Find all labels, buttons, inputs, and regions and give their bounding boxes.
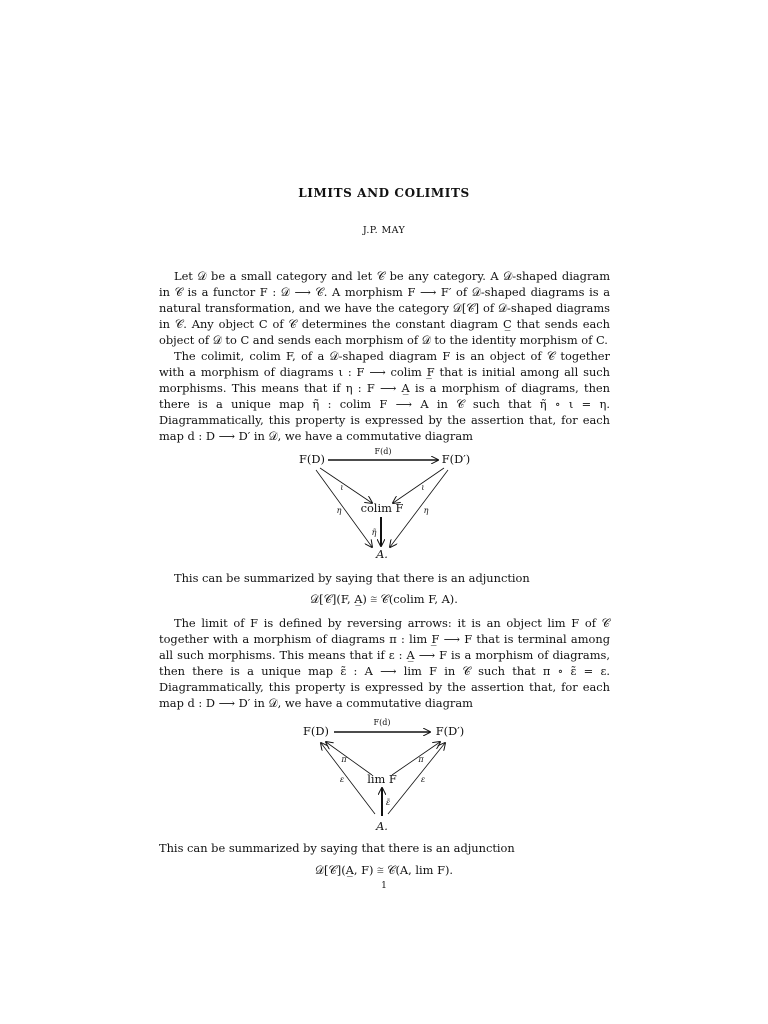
diagram2-eps-left-label: ε bbox=[339, 775, 345, 784]
diagram2-left-node: F(D) bbox=[303, 724, 329, 738]
diagram1-iota-right-label: ι bbox=[421, 483, 425, 492]
formula-limit-adjunction: 𝒟[𝒞](A̲, F) ≅ 𝒞(A, lim F). bbox=[314, 863, 454, 877]
diagram2-pi-right-label: π bbox=[418, 755, 424, 764]
diagram1-left-node: F(D) bbox=[299, 452, 325, 466]
paper-title: LIMITS AND COLIMITS bbox=[298, 186, 470, 200]
diagram2-top-arrow-label: F(d) bbox=[373, 718, 391, 727]
diagram1-vertical-label: η̃ bbox=[371, 528, 377, 537]
diagram2-bottom-node: A. bbox=[376, 819, 388, 833]
diagram1-bottom-node: A. bbox=[376, 547, 388, 561]
diagram2-vertical-label: ε̃ bbox=[385, 798, 391, 807]
formula-colimit-adjunction: 𝒟[𝒞](F, A̲) ≅ 𝒞(colim F, A). bbox=[310, 592, 458, 606]
diagram1-eta-left-label: η bbox=[336, 506, 342, 515]
diagram2-center-node: lim F bbox=[367, 772, 397, 786]
diagram1-top-arrow-label: F(d) bbox=[374, 447, 392, 456]
author-name: J.P. MAY bbox=[362, 225, 406, 236]
page-number: 1 bbox=[381, 881, 387, 891]
diagram1-iota-left-arrow bbox=[320, 468, 372, 503]
diagram1-eta-right-label: η bbox=[423, 506, 429, 515]
diagram1-iota-left-label: ι bbox=[340, 483, 344, 492]
diagram2-pi-left-label: π bbox=[341, 755, 347, 764]
colimit-diagram bbox=[280, 440, 500, 565]
paragraph-adjunction-1: This can be summarized by saying that there is an adjunction bbox=[174, 571, 530, 585]
paragraph-definitions: Let 𝒟 be a small category and let 𝒞 be any category. A 𝒟-shaped diagram in 𝒞 is a functor F : 𝒟 ⟶ 𝒞. A morphism F ⟶ F′ of 𝒟-shaped diagrams is a natural transformation, and we have the category 𝒟[𝒞] of 𝒟-shaped diagrams in 𝒞. Any object C of 𝒞 determines the constant diagram C̲ that sends each object of 𝒟 to C and sends each morphism of 𝒟 to the identity morphism of C. bbox=[159, 269, 610, 348]
diagram1-right-node: F(D′) bbox=[441, 452, 471, 466]
diagram2-eps-right-label: ε bbox=[420, 775, 426, 784]
diagram2-right-node: F(D′) bbox=[435, 724, 465, 738]
diagram1-center-node: colim F bbox=[360, 501, 404, 515]
limit-diagram bbox=[280, 712, 500, 837]
paragraph-adjunction-2: This can be summarized by saying that there is an adjunction bbox=[159, 841, 515, 855]
paragraph-limit: The limit of F is defined by reversing arrows: it is an object lim F of 𝒞 together with a morphism of diagrams π : lim F̲ ⟶ F that is terminal among all such morphisms. This means that if ε : A̲ ⟶ F is a morphism of diagrams, then there is a unique map ε̃ : A ⟶ lim F in 𝒞 such that π ∘ ε̃ = ε. Diagrammatically, this property is expressed by the assertion that, for each map d : D ⟶ D′ in 𝒟, we have a commutative diagram bbox=[159, 616, 610, 711]
paragraph-colimit: The colimit, colim F, of a 𝒟-shaped diagram F is an object of 𝒞 together with a morphism of diagrams ι : F ⟶ colim F̲ that is initial among all such morphisms. This means that if η : F ⟶ A̲ is a morphism of diagrams, then there is a unique map η̃ : colim F ⟶ A in 𝒞 such that η̃ ∘ ι = η. Diagrammatically, this property is expressed by the assertion that, for each map d : D ⟶ D′ in 𝒟, we have a commutative diagram bbox=[159, 349, 610, 444]
